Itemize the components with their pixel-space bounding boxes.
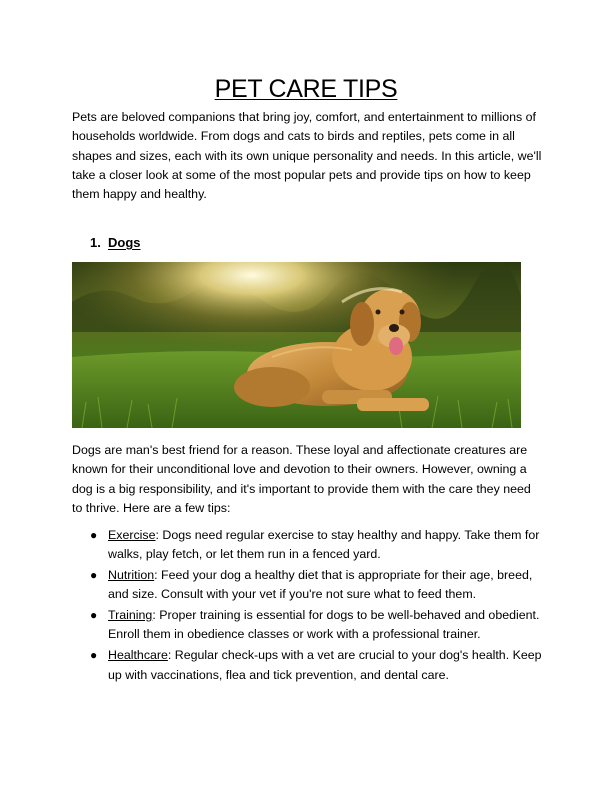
tip-text: : Feed your dog a healthy diet that is appropriate for their age, breed, and size. Consult with your vet if you're not sure what to feed them. (108, 568, 533, 602)
tips-list (90, 526, 545, 686)
tip-text: : Regular check-ups with a vet are crucial to your dog's health. Keep up with vaccinations, flea and tick prevention, and dental care. (108, 648, 542, 682)
bullet-icon: ● (90, 608, 98, 623)
page-title: PET CARE TIPS (214, 75, 398, 103)
section-number: 1. (90, 235, 101, 250)
intro-paragraph: Pets are beloved companions that bring joy, comfort, and entertainment to millions of households worldwide. From dogs and cats to birds and reptiles, pets come in all shapes and sizes, each with its own unique personality and needs. In this article, we'll take a closer look at some of the most popular pets and provide tips on how to keep them happy and healthy. (72, 110, 542, 202)
tip-item-exercise (90, 526, 545, 565)
tip-item-training (90, 606, 545, 645)
section-paragraph: Dogs are man's best friend for a reason. These loyal and affectionate creatures are known for their unconditional love and devotion to their owners. However, owning a dog is a big responsibility, and it's important to provide them with the care they need to thrive. Here are a few tips: (72, 443, 531, 515)
section-heading (90, 234, 141, 252)
tip-term: Exercise (108, 528, 156, 542)
tip-term: Healthcare (108, 648, 168, 663)
golden-retriever-photo (72, 262, 521, 428)
section-heading-label: Dogs (108, 235, 141, 250)
bullet-icon: ● (90, 568, 98, 583)
tip-text: : Dogs need regular exercise to stay healthy and happy. Take them for walks, play fetch, or let them run in a fenced yard. (108, 528, 540, 562)
bullet-icon: ● (90, 648, 98, 663)
tip-text: : Proper training is essential for dogs to be well-behaved and obedient. Enroll them in obedience classes or work with a professional trainer. (108, 608, 540, 642)
tip-term: Training (108, 608, 153, 623)
tip-item-healthcare (90, 646, 545, 685)
tip-term: Nutrition (108, 568, 155, 583)
tip-item-nutrition (90, 566, 545, 605)
bullet-icon: ● (90, 528, 98, 542)
